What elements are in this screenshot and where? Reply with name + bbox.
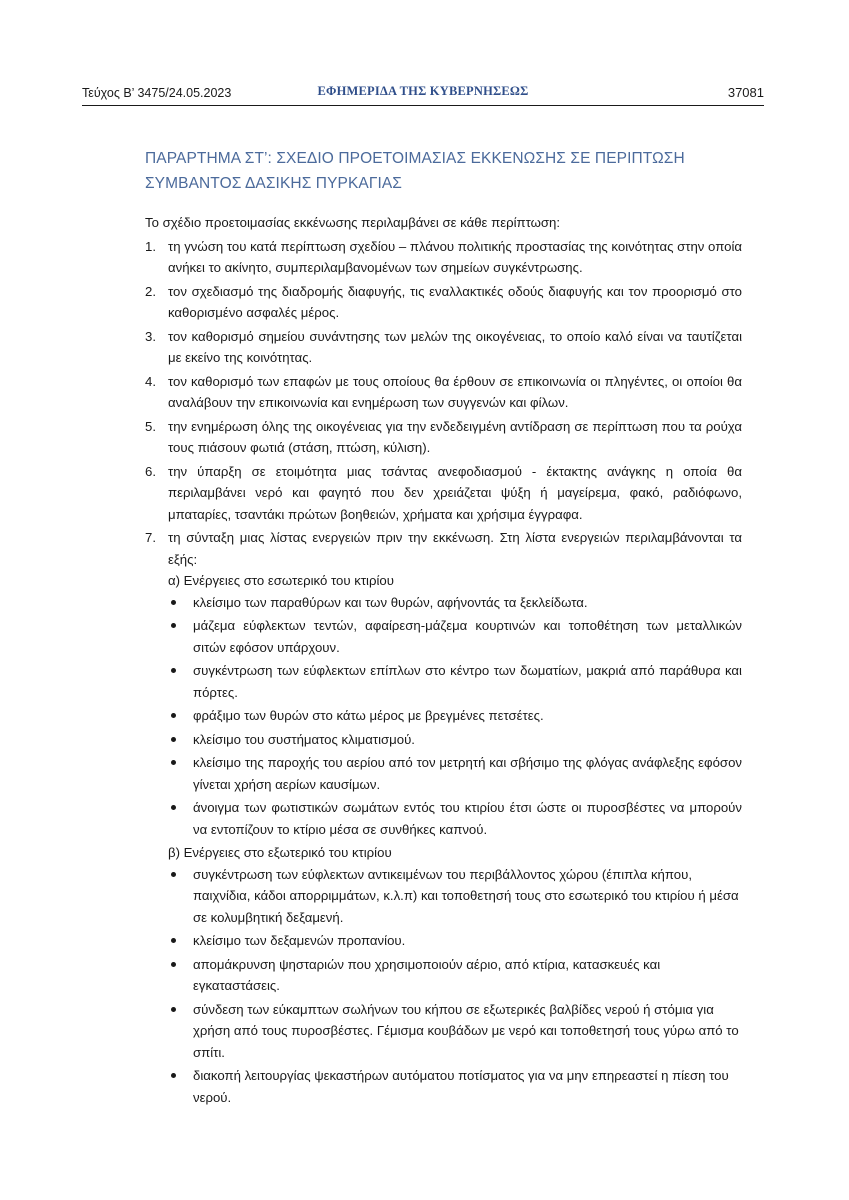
appendix-title: [145, 146, 705, 196]
bullet-icon: [171, 938, 176, 943]
appendix-title-line-2: ΣΥΜΒΑΝΤΟΣ ΔΑΣΙΚΗΣ ΠΥΡΚΑΓΙΑΣ: [145, 175, 402, 192]
item-text: τη γνώση του κατά περίπτωση σχεδίου – πλάνου πολιτικής προστασίας της κοινότητας στην οποία ανήκει το ακίνητο, συμπεριλαμβανομένων των σημείων συγκέντρωσης.: [168, 238, 742, 275]
list-item: [145, 236, 742, 279]
bullet-item: [168, 797, 742, 840]
bullet-icon: [171, 737, 176, 742]
list-item: [145, 326, 742, 369]
bullet-text: κλείσιμο της παροχής του αερίου από τον μετρητή και σβήσιμο της φλόγας ανάφλεξης εφόσον γίνεται χρήση αερίων καυσίμων.: [193, 755, 742, 792]
bullet-item: [168, 930, 742, 952]
list-item: [145, 527, 742, 1108]
item-number: 2.: [145, 283, 156, 299]
bullet-text: άνοιγμα των φωτιστικών σωμάτων εντός του κτιρίου έτσι ώστε οι πυροσβέστες να μπορούν να εντοπίζουν το κτίριο μέσα σε συνθήκες καπνού.: [193, 800, 742, 837]
bullet-text: μάζεμα εύφλεκτων τεντών, αφαίρεση-μάζεμα κουρτινών και τοποθέτηση των μεταλλικών σιτών εφόσον υπάρχουν.: [193, 618, 742, 655]
appendix-title-line-1: ΠΑΡΑΡΤΗΜΑ ΣΤ’: ΣΧΕΔΙΟ ΠΡΟΕΤΟΙΜΑΣΙΑΣ ΕΚΚΕΝΩΣΗΣ ΣΕ ΠΕΡΙΠΤΩΣΗ: [145, 150, 685, 167]
list-item: [145, 416, 742, 459]
page-header: [82, 84, 764, 104]
bullet-item: [168, 752, 742, 795]
bullet-icon: [171, 600, 176, 605]
section-a-bullet-list: [168, 592, 742, 841]
bullet-icon: [171, 623, 176, 628]
bullet-item: [168, 1065, 742, 1108]
section-b-heading: β) Ενέργειες στο εξωτερικό του κτιρίου: [168, 845, 392, 860]
bullet-text: κλείσιμο των δεξαμενών προπανίου.: [193, 933, 406, 948]
item-number: 5.: [145, 418, 156, 434]
bullet-icon: [171, 760, 176, 765]
list-item: [145, 371, 742, 414]
bullet-text: διακοπή λειτουργίας ψεκαστήρων αυτόματου ποτίσματος για να μην επηρεαστεί η πίεση του νερού.: [193, 1068, 729, 1105]
list-item: [145, 281, 742, 324]
item-text: τον καθορισμό των επαφών με τους οποίους θα έρθουν σε επικοινωνία οι πληγέντες, οι οποίοι θα αναλάβουν την επικοινωνία και ενημέρωση των συγγενών και φίλων.: [168, 373, 742, 410]
bullet-item: [168, 864, 742, 929]
item-number: 6.: [145, 463, 156, 479]
bullet-icon: [171, 1007, 176, 1012]
bullet-text: φράξιμο των θυρών στο κάτω μέρος με βρεγμένες πετσέτες.: [193, 708, 544, 723]
bullet-icon: [171, 1073, 176, 1078]
item-text: τον σχεδιασμό της διαδρομής διαφυγής, τις εναλλακτικές οδούς διαφυγής και τον προορισμό στο καθορισμένο ασφαλές μέρος.: [168, 283, 742, 320]
bullet-text: σύνδεση των εύκαμπτων σωλήνων του κήπου σε εξωτερικές βαλβίδες νερού ή στόμια για χρήση από τους πυροσβέστες. Γέμισμα κουβάδων με νερό και τοποθετησή τους γύρω από το σπίτι.: [193, 1001, 739, 1060]
bullet-text: συγκέντρωση των εύφλεκτων επίπλων στο κέντρο των δωματίων, μακριά από παράθυρα και πόρτες.: [193, 663, 742, 700]
page-number: 37081: [727, 85, 764, 100]
bullet-item: [168, 705, 742, 727]
item-number: 1.: [145, 238, 156, 254]
bullet-icon: [171, 713, 176, 718]
bullet-icon: [171, 805, 176, 810]
item-text: τον καθορισμό σημείου συνάντησης των μελών της οικογένειας, το οποίο καλό είναι να ταυτίζεται με εκείνο της κοινότητας.: [168, 328, 742, 365]
numbered-list: [145, 236, 742, 1109]
item-text: την ενημέρωση όλης της οικογένειας για την ενδεδειγμένη αντίδραση σε περίπτωση που τα ρούχα τους πιάσουν φωτιά (στάση, πτώση, κύλιση).: [168, 418, 742, 455]
bullet-icon: [171, 668, 176, 673]
item-number: 3.: [145, 328, 156, 344]
section-b-bullet-list: [168, 864, 742, 1109]
gazette-name: ΕΦΗΜΕΡΙΔΑ ΤΗΣ ΚΥΒΕΡΝΗΣΕΩΣ: [317, 84, 529, 98]
bullet-item: [168, 592, 742, 614]
list-item: [145, 461, 742, 526]
bullet-icon: [171, 962, 176, 967]
bullet-item: [168, 615, 742, 658]
bullet-text: κλείσιμο του συστήματος κλιματισμού.: [193, 731, 415, 747]
item-text: τη σύνταξη μιας λίστας ενεργειών πριν την εκκένωση. Στη λίστα ενεργειών περιλαμβάνονται τα εξής:: [168, 530, 742, 567]
item-text: την ύπαρξη σε ετοιμότητα μιας τσάντας ανεφοδιασμού - έκτακτης ανάγκης η οποία θα περιλαμβάνει νερό και φαγητό που δεν χρειάζεται ψύξη ή μαγείρεμα, φακό, ραδιόφωνο, μπαταρίες, τσαντάκι πρώτων βοηθειών, χρήματα και χρήσιμα έγγραφα.: [168, 463, 742, 522]
header-rule: [82, 105, 764, 106]
bullet-item: [168, 999, 742, 1064]
bullet-text: απομάκρυνση ψησταριών που χρησιμοποιούν αέριο, από κτίρια, κατασκευές και εγκαταστάσεις.: [193, 956, 661, 993]
bullet-text: κλείσιμο των παραθύρων και των θυρών, αφήνοντάς τα ξεκλείδωτα.: [193, 594, 588, 610]
intro-paragraph: Το σχέδιο προετοιμασίας εκκένωσης περιλαμβάνει σε κάθε περίπτωση:: [145, 215, 561, 230]
item-number: 7.: [145, 530, 156, 545]
bullet-icon: [171, 872, 176, 877]
bullet-item: [168, 660, 742, 703]
item-number: 4.: [145, 373, 156, 389]
section-a-heading: α) Ενέργειες στο εσωτερικό του κτιρίου: [168, 573, 394, 588]
bullet-item: [168, 954, 742, 997]
bullet-item: [168, 729, 742, 751]
issue-reference: Τεύχος Β’ 3475/24.05.2023: [82, 86, 232, 100]
document-body: [145, 212, 742, 1110]
bullet-text: συγκέντρωση των εύφλεκτων αντικειμένων του περιβάλλοντος χώρου (έπιπλα κήπου, παιχνίδια, κάδοι απορριμμάτων, κ.λ.π) και τοποθετησή τους στο εσωτερικό του κτιρίου ή μέσα σε κολυμβητική δεξαμενή.: [193, 866, 739, 925]
